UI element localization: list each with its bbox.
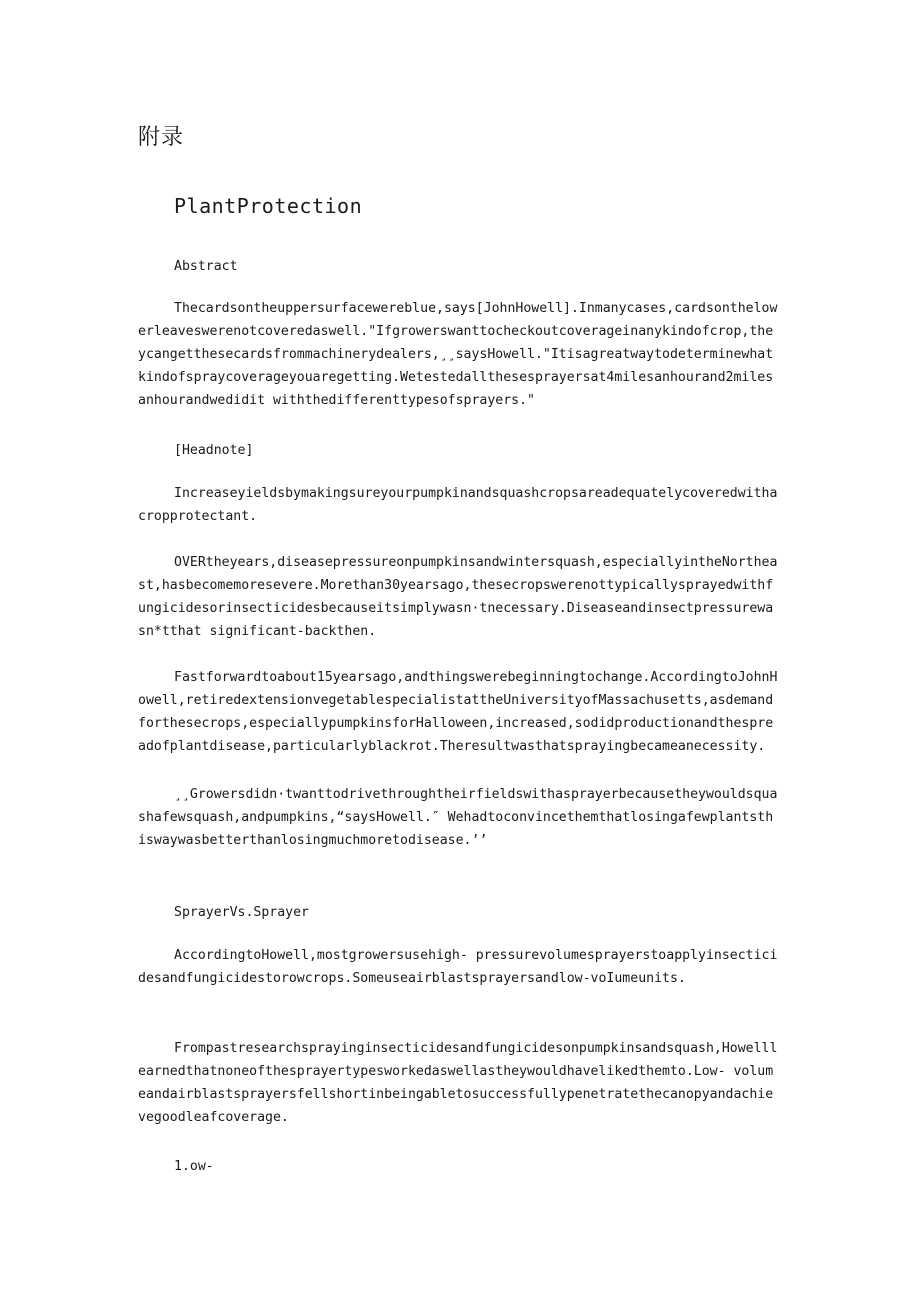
headnote-paragraph: Increaseyieldsbymakingsureyourpumpkinandsquashcropsareadequatelycoveredwithacropprotectant.	[138, 486, 778, 524]
section-heading-sprayer: SprayerVs.Sprayer	[174, 905, 309, 920]
article-title: PlantProtection	[174, 194, 363, 218]
abstract-label: Abstract	[174, 259, 238, 274]
body-paragraph-4: AccordingtoHowell,mostgrowersusehigh- pressurevolumesprayerstoapplyinsecticidesandfungicidestorowcrops.Someuseairblastsprayersandlow-voIumeunits.	[138, 948, 778, 986]
headnote-label: [Headnote]	[174, 443, 254, 458]
body-paragraph-5: Frompastresearchsprayinginsecticidesandfungicidesonpumpkinsandsquash,Howelllearnedthatnoneofthesprayertypesworkedaswellastheywouldhavelikedthemto.Low- volumeandairblastsprayersfellshortinbeingabletosuccessfullypenetratethecanopyandachievegoodleafcoverage.	[138, 1041, 778, 1125]
body-paragraph-2: Fastforwardtoabout15yearsago,andthingswerebeginningtochange.AccordingtoJohnHowell,retiredextensionvegetablespecialistattheUniversityofMassachusetts,asdemandforthesecrops,especiallypumpkinsforHalloween,increased,sodidproductionandthespreadofplantdisease,particularlyblackrot.Theresultwasthatsprayingbecameanecessity.	[138, 670, 778, 754]
body-paragraph-6: 1.ow-	[174, 1159, 214, 1174]
body-paragraph-1: OVERtheyears,diseasepressureonpumpkinsandwintersquash,especiallyintheNortheast,hasbecomemoresevere.Morethan30yearsago,thesecropswerenottypicallysprayedwithfungicidesorinsecticidesbecauseitsimplywasn·tnecessary.Diseaseandinsectpressurewasn*tthat significant-backthen.	[138, 555, 778, 639]
body-paragraph-3: ¸¸Growersdidn·twanttodrivethroughtheirfieldswithasprayerbecausetheywouldsquashafewsquash,andpumpkins,“saysHowell.″ Wehadtoconvincethemthatlosingafewplantsthiswaywasbetterthanlosingmuchmoretodisease.’’	[138, 787, 778, 848]
abstract-paragraph: Thecardsontheuppersurfacewereblue,says[JohnHowell].Inmanycases,cardsonthelowerleaveswerenotcoveredaswell."Ifgrowerswanttocheckoutcoverageinanykindofcrop,theycangetthesecardsfrommachinerydealers,¸¸saysHowell."Itisagreatwaytodeterminewhatkindofspraycoverageyouaregetting.Wetestedallthesesprayersat4milesanhourand2milesanhourandwedidit withthedifferenttypesofsprayers."	[138, 301, 778, 408]
appendix-heading: 附录	[138, 125, 185, 150]
